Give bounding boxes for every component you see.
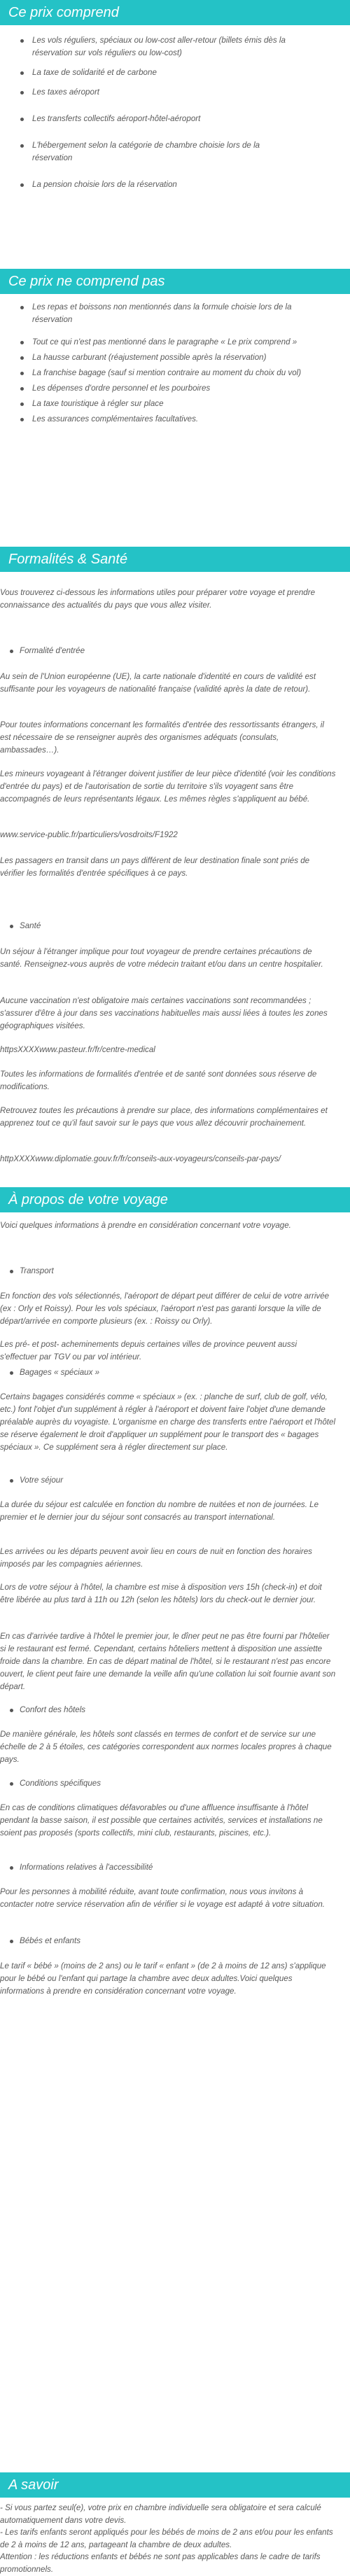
list-item: Les dépenses d'ordre personnel et les pourboires: [32, 382, 350, 395]
list-item: Les taxes aéroport: [32, 86, 350, 99]
paragraph: Les mineurs voyageant à l'étranger doivent justifier de leur pièce d'identité (voir les conditions d'entrée du pays) et de l'autorisation de sortie du territoire s'ils voyagent sans être accompagnés de leurs représentants légaux. Les mêmes règles s'appliquent au bébé.: [0, 769, 336, 804]
list-item: Tout ce qui n'est pas mentionné dans le paragraphe « Le prix comprend »: [32, 336, 350, 349]
paragraph: Les arrivées ou les départs peuvent avoir lieu en cours de nuit en fonction des horaires imposés par les compagnies aériennes.: [0, 1547, 312, 1569]
section-title: Formalités & Santé: [0, 547, 350, 572]
paragraph: Toutes les informations de formalités d'entrée et de santé sont données sous réserve de modifications.: [0, 1070, 317, 1091]
section-good-to-know: [0, 2472, 350, 2574]
subheading-babies-children: Bébés et enfants: [20, 1935, 80, 1947]
section-title: Ce prix ne comprend pas: [0, 269, 350, 294]
subheading-your-stay: Votre séjour: [20, 1474, 63, 1487]
paragraph: Aucune vaccination n'est obligatoire mais certaines vaccinations sont recommandées ; s'assurer d'être à jour dans ses vaccinations habituelles mais aussi liées à toutes les zones géographiques visitées.: [0, 996, 328, 1030]
paragraph: Lors de votre séjour à l'hôtel, la chambre est mise à disposition vers 15h (check-in) et doit être libérée au plus tard à 11h ou 12h (selon les hôtels) lors du check-out le dernier jour.: [0, 1583, 322, 1604]
paragraph: Pour toutes informations concernant les formalités d'entrée des ressortissants étrangers, il est nécessaire de se renseigner auprès des organismes adéquats (consulats, ambassades…).: [0, 720, 324, 755]
subheading-accessibility: Informations relatives à l'accessibilité: [20, 1861, 153, 1874]
subheading-special-baggage: Bagages « spéciaux »: [20, 1366, 99, 1379]
section-price-excludes: [0, 269, 350, 426]
section-title: A savoir: [0, 2472, 350, 2498]
paragraph: Au sein de l'Union européenne (UE), la carte nationale d'identité en cours de validité est suffisante pour les voyageurs de nationalité française (validité après la date de retour).: [0, 672, 316, 694]
paragraph: De manière générale, les hôtels sont classés en termes de confort et de service sur une échelle de 2 à 5 étoiles, ces catégories correspondent aux normes locales propres à chaque pays.: [0, 1730, 332, 1764]
paragraph: En cas de conditions climatiques défavorables ou d'une affluence insuffisante à l'hôtel pendant la basse saison, il est possible que certaines activités, services et installations ne soient pas proposés (sports collectifs, mini club, restaurants, piscines, etc.).: [0, 1803, 323, 1837]
list-item: La hausse carburant (réajustement possible après la réservation): [32, 351, 350, 364]
list-item: La franchise bagage (sauf si mention contraire au moment du choix du vol): [32, 367, 312, 379]
subheading-health: Santé: [20, 920, 41, 932]
subheading-specific-conditions: Conditions spécifiques: [20, 1777, 101, 1790]
paragraph: Retrouvez toutes les précautions à prendre sur place, des informations complémentaires et apprenez tout ce qu'il faut savoir sur le pays que vous allez découvrir prochainement.: [0, 1106, 328, 1128]
note-line: - Si vous partez seul(e), votre prix en chambre individuelle sera obligatoire et sera calculé automatiquement dans votre devis.: [0, 2503, 321, 2525]
link-text[interactable]: httpsXXXXwww.pasteur.fr/fr/centre-medical: [0, 1045, 155, 1054]
subheading-transport: Transport: [20, 1265, 54, 1278]
note-line: - Les tarifs enfants seront appliqués pour les bébés de moins de 2 ans et/ou pour les enfants de 2 à moins de 12 ans, partageant la chambre de deux adultes.: [0, 2528, 333, 2549]
list-item: Les transferts collectifs aéroport-hôtel-aéroport: [32, 113, 350, 125]
list-item: Les repas et boissons non mentionnés dans la formule choisie lors de la réservation: [32, 301, 312, 326]
list-item: L'hébergement selon la catégorie de chambre choisie lors de la réservation: [32, 139, 298, 164]
note-line: Attention : les réductions enfants et bébés ne sont pas applicables dans le cadre de tarifs promotionnels.: [0, 2552, 321, 2574]
section-price-includes: [0, 0, 350, 191]
list-item: Les assurances complémentaires facultatives.: [32, 413, 350, 426]
paragraph: Le tarif « bébé » (moins de 2 ans) ou le tarif « enfant » (de 2 à moins de 12 ans) s'applique pour le bébé ou l'enfant qui partage la chambre avec deux adultes.Voici quelques informations à prendre en considération concernant votre voyage.: [0, 1961, 326, 1996]
intro-text: Vous trouverez ci-dessous les informations utiles pour préparer votre voyage et prendre connaissance des actualités du pays que vous allez visiter.: [0, 588, 316, 610]
paragraph: Les pré- et post- acheminements depuis certaines villes de province peuvent aussi s'effectuer par TGV ou par vol intérieur.: [0, 1340, 298, 1362]
section-title: Ce prix comprend: [0, 0, 350, 25]
includes-list: [0, 34, 350, 191]
link-text[interactable]: www.service-public.fr/particuliers/vosdroits/F1922: [0, 830, 178, 839]
paragraph: Les passagers en transit dans un pays différent de leur destination finale sont priés de vérifier les formalités d'entrée spécifiques à ce pays.: [0, 856, 310, 878]
subheading-entry-formalities: Formalité d'entrée: [20, 645, 85, 657]
list-item: La taxe de solidarité et de carbone: [32, 66, 350, 79]
paragraph: La durée du séjour est calculée en fonction du nombre de nuitées et non de journées. Le premier et le dernier jour du séjour sont consacrés au transport international.: [0, 1500, 319, 1522]
subheading-hotel-comfort: Confort des hôtels: [20, 1704, 85, 1716]
paragraph: En cas d'arrivée tardive à l'hôtel le premier jour, le dîner peut ne pas être fourni par l'hôtelier si le restaurant est fermé. Cependant, certains hôteliers mettent à disposition une assiette froide dans la chambre. En cas de départ matinal de l'hôtel, si le restaurant n'est pas encore ouvert, le client peut faire une demande la veille afin qu'une collation lui soit fournie avant son départ.: [0, 1632, 336, 1691]
link-text[interactable]: httpXXXXwww.diplomatie.gouv.fr/fr/conseils-aux-voyageurs/conseils-par-pays/: [0, 1154, 281, 1163]
paragraph: Un séjour à l'étranger implique pour tout voyageur de prendre certaines précautions de santé. Renseignez-vous auprès de votre médecin traitant et/ou dans un centre hospitalier.: [0, 947, 323, 969]
list-item: Les vols réguliers, spéciaux ou low-cost aller-retour (billets émis dès la réservation sur vols réguliers ou low-cost): [32, 34, 312, 59]
intro-text: Voici quelques informations à prendre en considération concernant votre voyage.: [0, 1221, 291, 1230]
list-item: La pension choisie lors de la réservation: [32, 178, 350, 191]
section-title: À propos de votre voyage: [0, 1187, 350, 1212]
list-item: La taxe touristique à régler sur place: [32, 398, 350, 410]
paragraph: Certains bagages considérés comme « spéciaux » (ex. : planche de surf, club de golf, vélo, etc.) font l'objet d'un supplément à régler à l'aéroport et doivent faire l'objet d'une demande préalable auprès du voyagiste. L'organisme en charge des transferts entre l'aéroport et l'hôtel se réserve également le droit d'appliquer un supplément pour le transport des « bagages spéciaux ». Ce supplément sera à régler directement sur place.: [0, 1392, 336, 1452]
excludes-list: [0, 301, 350, 426]
paragraph: Pour les personnes à mobilité réduite, avant toute confirmation, nous vous invitons à contacter notre service réservation afin de vérifier si le voyage est adapté à votre situation.: [0, 1887, 325, 1909]
paragraph: En fonction des vols sélectionnés, l'aéroport de départ peut différer de celui de votre arrivée (ex : Orly et Roissy). Pour les vols spéciaux, l'aéroport n'est pas garanti lorsque la ville de départ/arrivée en comporte plusieurs (ex. : Roissy ou Orly).: [0, 1292, 330, 1326]
section-about-trip: [0, 1187, 350, 2412]
